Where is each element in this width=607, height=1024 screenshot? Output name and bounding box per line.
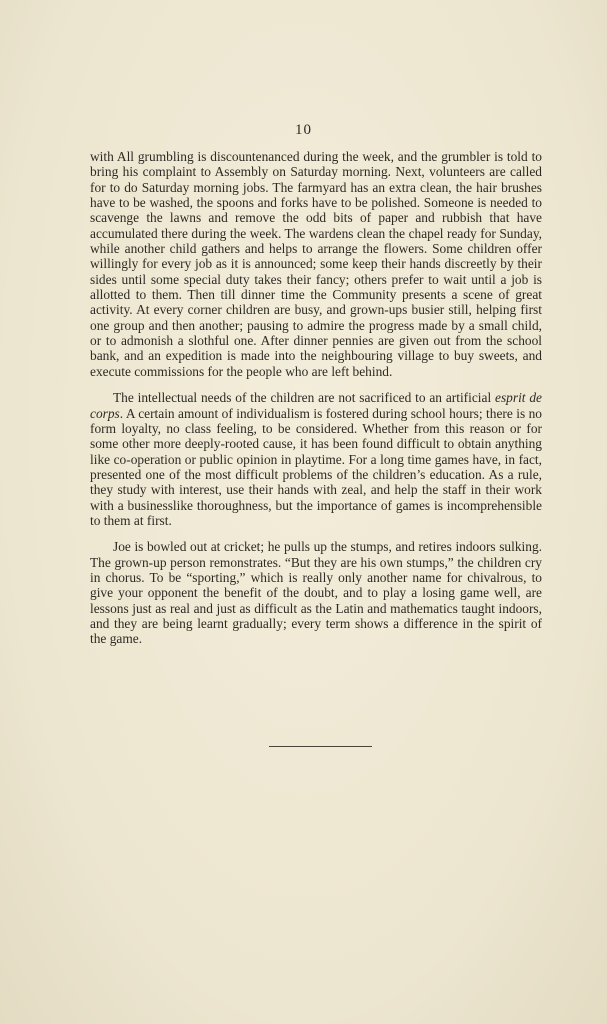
paragraph-2 [90, 390, 542, 528]
paragraph-3 [90, 539, 542, 646]
paragraph-1 [90, 149, 542, 379]
page-number: 10 [295, 122, 312, 138]
section-divider-rule [269, 746, 372, 747]
paragraph-2-text-start: The intellectual needs of the children are not sacrificed to an artificial [113, 390, 496, 406]
body-text [90, 149, 542, 647]
paragraph-2-text-end: . A certain amount of individualism is fostered during school hours; there is no form loyalty, no class feeling, to be considered. Whether from this reason or for some other more deeply-rooted cause, it has been found difficult to obtain anything like co-operation or public opinion in playtime. For a long time games have, in fact, presented one of the most difficult problems of the children’s education. As a rule, they study with interest, use their hands with zeal, and help the staff in their work with a businesslike thoroughness, but the importance of games is incomprehensible to them at first. [90, 405, 542, 528]
paragraph-1-text: with All grumbling is discountenanced during the week, and the grumbler is told to bring his complaint to Assembly on Saturday morning. Next, volunteers are called for to do Saturday morning jobs. The farmyard has an extra clean, the hair brushes have to be washed, the spoons and forks have to be polished. Someone is needed to scavenge the lawns and remove the odd bits of paper and rubbish that have accumulated there during the week. The wardens clean the chapel ready for Sunday, while another child gathers and helps to arrange the flowers. Some children offer willingly for every job as it is announced; some keep their hands discreetly by their sides until some special duty takes their fancy; others prefer to wait until a job is allotted to them. Then till dinner time the Community presents a scene of great activity. At every corner children are busy, and grown-ups busier still, helping first one group and then another; pausing to admire the progress made by a small child, or to admonish a slothful one. After dinner pennies are given out from the school bank, and an expedition is made into the neighbouring village to buy sweets, and execute commissions for the people who are left behind. [90, 149, 542, 379]
italic-phrase: esprit de corps [90, 390, 542, 421]
paragraph-3-text: Joe is bowled out at cricket; he pulls up the stumps, and retires indoors sulking. The grown-up person remonstrates. “But they are his own stumps,” the children cry in chorus. To be “sporting,” which is really only another name for chivalrous, to give your opponent the benefit of the doubt, and to play a losing game well, are lessons just as real and just as difficult as the Latin and mathematics taught indoors, and they are being learnt gradually; every term shows a difference in the spirit of the game. [90, 539, 542, 647]
